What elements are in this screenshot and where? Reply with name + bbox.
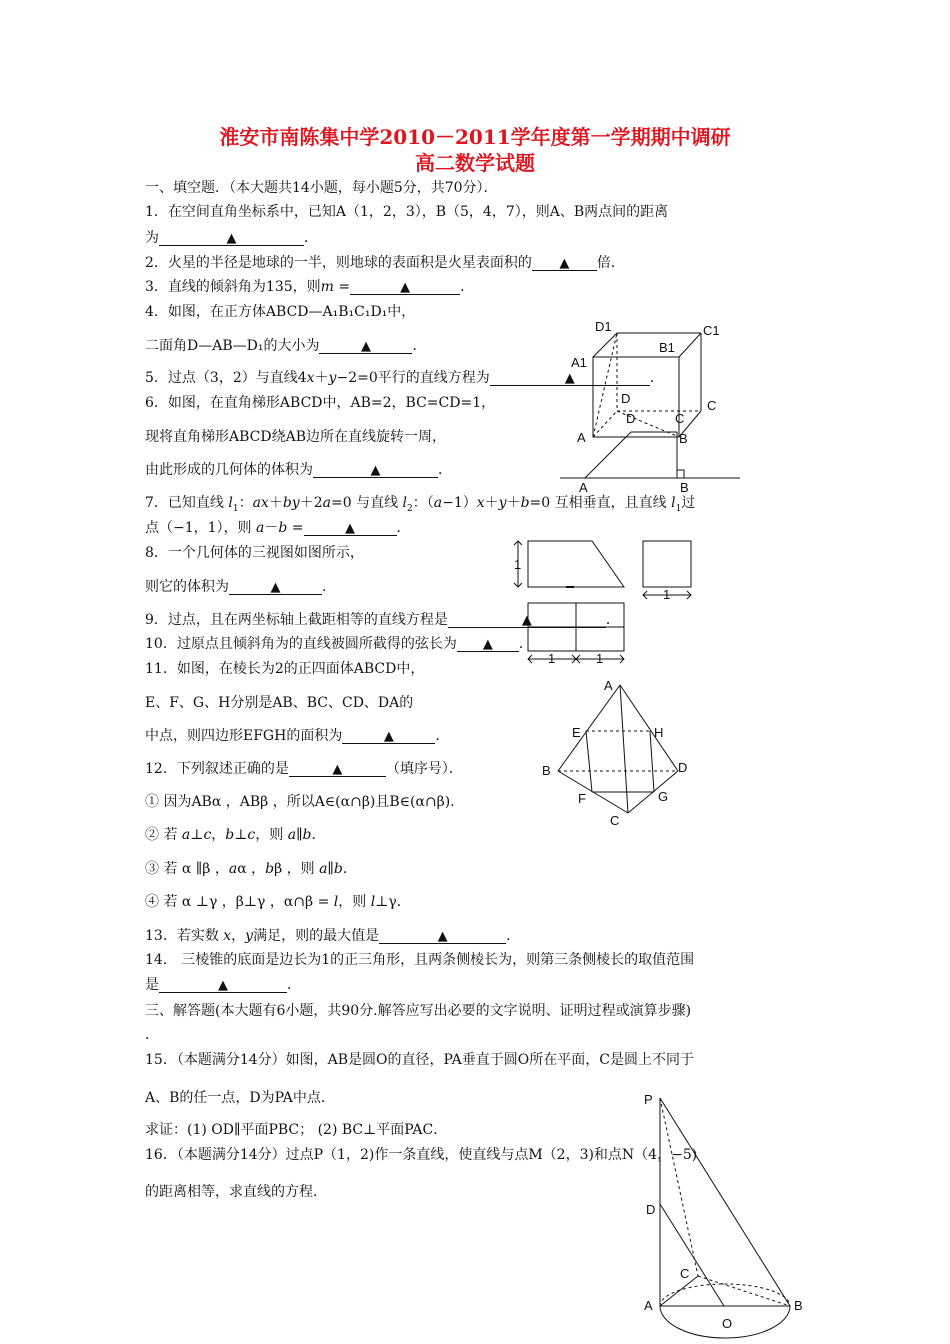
cube-label-A1: A1 (571, 355, 587, 370)
question-6-line2: 现将直角梯形ABCD绕AB边所在直线旋转一周， (145, 429, 446, 445)
question-11-line2: E、F、G、H分别是AB、BC、CD、DA的 (145, 695, 414, 711)
answer-blank: ▲ (289, 760, 386, 777)
dim-label-side: 1 (663, 587, 671, 602)
question-5: 5．过点（3，2）与直线4x＋y−2=0平行的直线方程为 ▲ ． (145, 370, 664, 386)
section-heading-solutions: 三、解答题(本大题有6小题，共90分.解答应写出必要的文字说明、证明过程或演算步骤) (145, 1003, 692, 1019)
tetra-label-D: D (678, 760, 688, 775)
cone-label-A: A (644, 1298, 653, 1313)
tetra-label-E: E (572, 725, 581, 740)
question-1-line1: 1．在空间直角坐标系中，已知A（1，2，3），B（5，4，7），则A、B两点间的距离 (145, 204, 669, 220)
question-13: 13．若实数 x，y满足，则的最大值是 ▲ ． (145, 928, 521, 944)
question-11-answer-line: 中点，则四边形EFGH的面积为 ▲ ． (145, 728, 450, 744)
trap-label-D: D (626, 411, 636, 426)
question-8-line1: 8．一个几何体的三视图如图所示， (145, 545, 364, 561)
question-16-line2: 的距离相等，求直线的方程． (145, 1184, 327, 1200)
answer-blank: ▲ (350, 278, 460, 295)
tetra-label-A: A (604, 678, 613, 693)
question-4-line1: 4．如图，在正方体ABCD—A₁B₁C₁D₁中， (145, 304, 416, 320)
tetra-label-F: F (578, 791, 586, 806)
answer-blank: ▲ (457, 635, 519, 652)
cube-label-B: B (679, 431, 688, 446)
cone-label-B: B (794, 1298, 803, 1313)
question-4-answer-line: 二面角D—AB—D₁的大小为 ▲ ． (145, 338, 427, 354)
dim-label-top-right: 1 (596, 651, 604, 666)
tetra-label-C: C (610, 813, 620, 828)
cone-label-P: P (644, 1092, 653, 1107)
answer-blank: ▲ (448, 611, 606, 628)
tetra-label-G: G (658, 789, 669, 804)
answer-blank: ▲ (379, 927, 506, 944)
three-view-figure (508, 535, 708, 670)
question-7-answer-line: 点（−1，1），则 a－b = ▲ ． (145, 520, 411, 536)
cube-label-D: D (621, 391, 631, 406)
question-15-line3: 求证：(1) OD∥平面PBC； (2) BC⊥平面PAC． (145, 1122, 448, 1138)
question-10: 10．过原点且倾斜角为的直线被圆所截得的弦长为 ▲ ． (145, 636, 533, 652)
question-12-option-1: ① 因为ABα ，ABβ ，所以A∈(α∩β)且B∈(α∩β)． (145, 794, 465, 810)
cube-label-C1: C1 (703, 323, 720, 338)
cube-trapezoid-figure (555, 315, 755, 495)
question-14-line1: 14． 三棱锥的底面是边长为1的正三角形，且两条侧棱长为，则第三条侧棱长的取值范围 (145, 952, 695, 968)
question-8-answer-line: 则它的体积为 ▲ ． (145, 579, 336, 595)
question-3: 3．直线的倾斜角为135，则m = ▲ ． (145, 279, 475, 295)
cone-label-O: O (722, 1316, 733, 1331)
answer-blank: ▲ (229, 578, 322, 595)
question-12-option-3: ③ 若 α ∥β ，aα ，bβ ，则 a∥b． (145, 861, 357, 877)
answer-blank: ▲ (304, 519, 397, 536)
tetra-label-H: H (654, 725, 664, 740)
cube-label-D1: D1 (595, 319, 612, 334)
answer-blank: ▲ (319, 337, 412, 354)
question-7-line1: 7．已知直线 $l_1$：ax＋by＋2a=0 与直线 $l_2$：（a−1）x＋y＋b=0 互相垂直，且直线 $l_1$过 (145, 495, 696, 514)
answer-blank: ▲ (490, 369, 650, 386)
question-1-answer-line: 为 ▲ ． (145, 230, 318, 246)
trap-label-A: A (579, 480, 588, 495)
answer-blank: ▲ (159, 229, 304, 246)
answer-blank: ▲ (159, 976, 287, 993)
question-12-option-2: ② 若 a⊥c，b⊥c，则 a∥b． (145, 827, 326, 843)
answer-blank: ▲ (532, 254, 597, 271)
question-12: 12．下列叙述正确的是 ▲ （填序号）． (145, 761, 463, 777)
circle-pyramid-figure (640, 1088, 815, 1344)
question-15-line2: A、B的任一点，D为PA中点． (145, 1090, 335, 1106)
question-16-line1: 16．（本题满分14分）过点P（1，2)作一条直线，使直线与点M（2，3)和点N（4，−5) (145, 1147, 698, 1163)
question-11-line1: 11．如图，在棱长为2的正四面体ABCD中， (145, 661, 425, 677)
question-12-option-4: ④ 若 α ⊥γ ，β⊥γ ，α∩β = l，则 l⊥γ． (145, 894, 411, 910)
trap-label-B: B (680, 480, 689, 495)
dim-label-top-left: 1 (548, 651, 556, 666)
tetrahedron-figure (540, 675, 700, 830)
dim-label-height: 1 (514, 557, 522, 572)
cone-label-D: D (646, 1202, 656, 1217)
section-heading-fill-in: 一、填空题．（本大题共14小题，每小题5分，共70分）． (145, 180, 498, 196)
cube-label-A: A (577, 430, 586, 445)
trap-label-C: C (675, 411, 685, 426)
question-9: 9．过点，且在两坐标轴上截距相等的直线方程是 ▲ ． (145, 612, 620, 628)
question-6-line1: 6．如图，在直角梯形ABCD中，AB=2，BC=CD=1， (145, 395, 496, 411)
question-15-line1: 15．（本题满分14分）如图，AB是圆O的直径，PA垂直于圆O所在平面，C是圆上不同于 (145, 1052, 694, 1068)
document-subtitle: 高二数学试题 (415, 151, 535, 175)
section-heading-solutions-end: ． (145, 1027, 159, 1043)
cube-label-B1: B1 (659, 340, 675, 355)
question-6-answer-line: 由此形成的几何体的体积为 ▲ ． (145, 462, 452, 478)
answer-blank: ▲ (342, 727, 435, 744)
question-14-answer-line: 是 ▲ ． (145, 977, 301, 993)
tetra-label-B: B (542, 763, 551, 778)
answer-blank: ▲ (313, 461, 438, 478)
document-title: 淮安市南陈集中学2010－2011学年度第一学期期中调研 (219, 125, 731, 149)
question-2: 2．火星的半径是地球的一半，则地球的表面积是火星表面积的 ▲ 倍． (145, 255, 625, 271)
cube-label-C: C (707, 398, 717, 413)
cone-label-C: C (680, 1266, 690, 1281)
